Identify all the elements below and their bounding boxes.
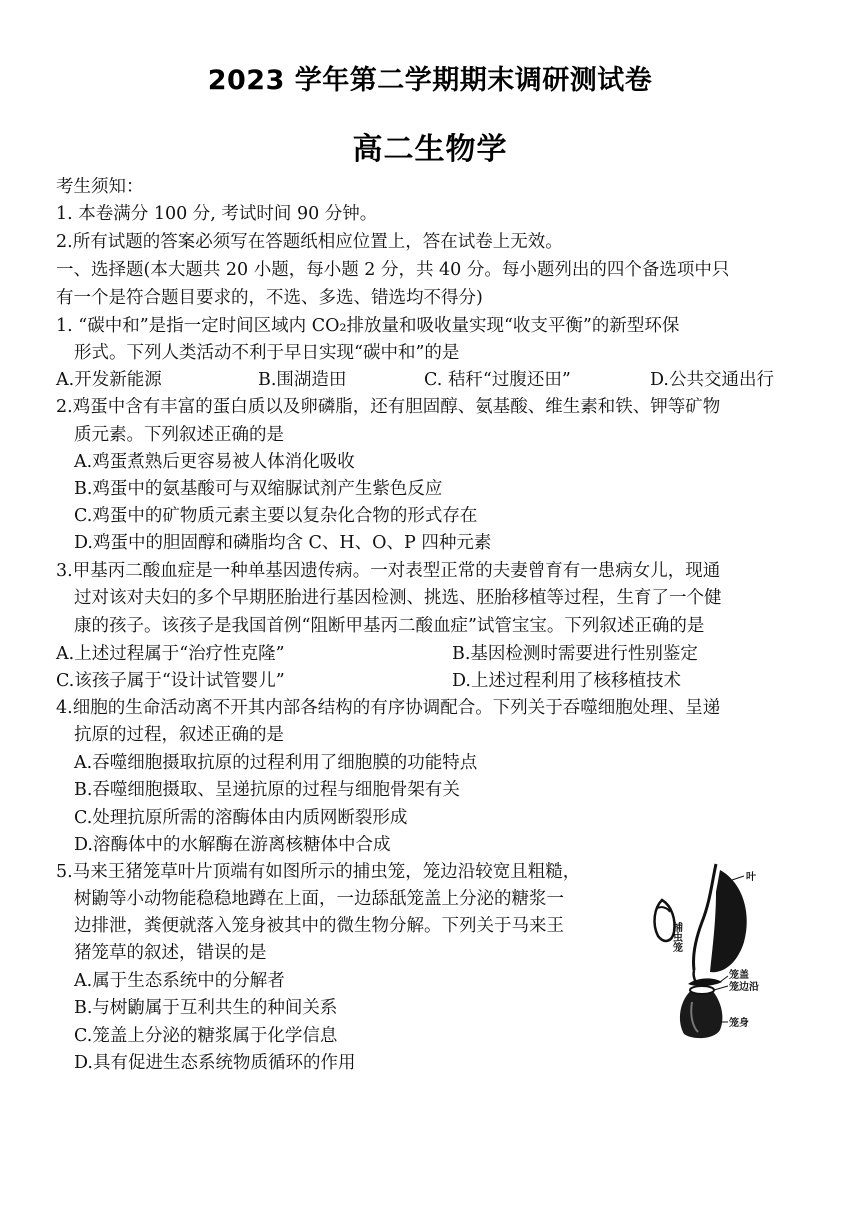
label-trap: 捕虫笼 xyxy=(670,922,682,952)
label-rim: 笼边沿 xyxy=(729,982,759,993)
q1-stem-line-1: 1. “碳中和”是指一定时间区域内 CO₂排放量和吸收量实现“收支平衡”的新型环保 xyxy=(56,316,680,336)
q2-option-a: A.鸡蛋煮熟后更容易被人体消化吸收 xyxy=(74,452,355,472)
q1-option-b: B.围湖造田 xyxy=(258,370,347,390)
q2-stem-line-2: 质元素。下列叙述正确的是 xyxy=(74,425,284,445)
q5-stem-line-4: 猪笼草的叙述，错误的是 xyxy=(74,943,267,963)
q1-stem-line-2: 形式。下列人类活动不利于早日实现“碳中和”的是 xyxy=(74,343,460,363)
q1-option-d: D.公共交通出行 xyxy=(650,370,774,390)
q5-stem-line-3: 边排泄，粪便就落入笼身被其中的微生物分解。下列关于马来王 xyxy=(74,916,564,936)
pitcher-plant-figure xyxy=(632,862,772,1040)
q5-option-d: D.具有促进生态系统物质循环的作用 xyxy=(74,1053,356,1073)
q2-option-d: D.鸡蛋中的胆固醇和磷脂均含 C、H、O、P 四种元素 xyxy=(74,533,492,553)
notice-item-1: 1. 本卷满分 100 分, 考试时间 90 分钟。 xyxy=(56,204,378,224)
q3-stem-line-1: 3.甲基丙二酸血症是一种单基因遗传病。一对表型正常的夫妻曾育有一患病女儿，现通 xyxy=(56,561,721,581)
q4-stem-line-2: 抗原的过程，叙述正确的是 xyxy=(74,725,284,745)
trap-body xyxy=(680,988,722,1038)
trap-rim xyxy=(690,986,714,994)
q5-option-b: B.与树鼩属于互利共生的种间关系 xyxy=(74,998,338,1018)
q5-stem-line-2: 树鼩等小动物能稳稳地蹲在上面，一边舔舐笼盖上分泌的糖浆一 xyxy=(74,889,564,909)
q1-option-c: C. 秸秆“过腹还田” xyxy=(424,370,571,390)
label-body: 笼身 xyxy=(729,1018,749,1029)
plant-leaf xyxy=(710,870,747,972)
q3-stem-line-2: 过对该对夫妇的多个早期胚胎进行基因检测、挑选、胚胎移植等过程，生育了一个健 xyxy=(74,588,722,608)
q4-option-b: B.吞噬细胞摄取、呈递抗原的过程与细胞骨架有关 xyxy=(74,780,460,800)
q3-option-d: D.上述过程利用了核移植技术 xyxy=(452,671,681,691)
trap-lid xyxy=(688,978,722,986)
exam-subject: 高二生物学 xyxy=(352,132,508,167)
q2-option-b: B.鸡蛋中的氨基酸可与双缩脲试剂产生紫色反应 xyxy=(74,479,443,499)
q5-stem-line-1: 5.马来王猪笼草叶片顶端有如图所示的捕虫笼，笼边沿较宽且粗糙， xyxy=(56,862,581,882)
q5-option-c: C.笼盖上分泌的糖浆属于化学信息 xyxy=(74,1026,338,1046)
section-heading-line-1: 一、选择题(本大题共 20 小题，每小题 2 分，共 40 分。每小题列出的四个备选项中只 xyxy=(56,260,730,280)
q3-stem-line-3: 康的孩子。该孩子是我国首例“阻断甲基丙二酸血症”试管宝宝。下列叙述正确的是 xyxy=(74,616,705,636)
q3-option-b: B.基因检测时需要进行性别鉴定 xyxy=(452,644,698,664)
q5-option-a: A.属于生态系统中的分解者 xyxy=(74,971,285,991)
q4-option-c: C.处理抗原所需的溶酶体由内质网断裂形成 xyxy=(74,808,408,828)
q4-option-d: D.溶酶体中的水解酶在游离核糖体中合成 xyxy=(74,835,391,855)
section-heading-line-2: 有一个是符合题目要求的，不选、多选、错选均不得分) xyxy=(56,288,483,308)
q1-option-a: A.开发新能源 xyxy=(56,370,162,390)
notice-item-2: 2.所有试题的答案必须写在答题纸相应位置上，答在试卷上无效。 xyxy=(56,232,563,252)
q2-stem-line-1: 2.鸡蛋中含有丰富的蛋白质以及卵磷脂，还有胆固醇、氨基酸、维生素和铁、钾等矿物 xyxy=(56,397,721,417)
label-lid: 笼盖 xyxy=(729,970,749,981)
label-leaf: 叶 xyxy=(746,872,756,883)
q3-option-c: C.该孩子属于“设计试管婴儿” xyxy=(56,671,285,691)
q2-option-c: C.鸡蛋中的矿物质元素主要以复杂化合物的形式存在 xyxy=(74,506,478,526)
q4-stem-line-1: 4.细胞的生命活动离不开其内部各结构的有序协调配合。下列关于吞噬细胞处理、呈递 xyxy=(56,698,721,718)
q4-option-a: A.吞噬细胞摄取抗原的过程利用了细胞膜的功能特点 xyxy=(74,753,478,773)
exam-title: 2023 学年第二学期期末调研测试卷 xyxy=(207,65,653,96)
q3-option-a: A.上述过程属于“治疗性克隆” xyxy=(56,644,285,664)
notice-heading: 考生须知： xyxy=(56,177,144,197)
